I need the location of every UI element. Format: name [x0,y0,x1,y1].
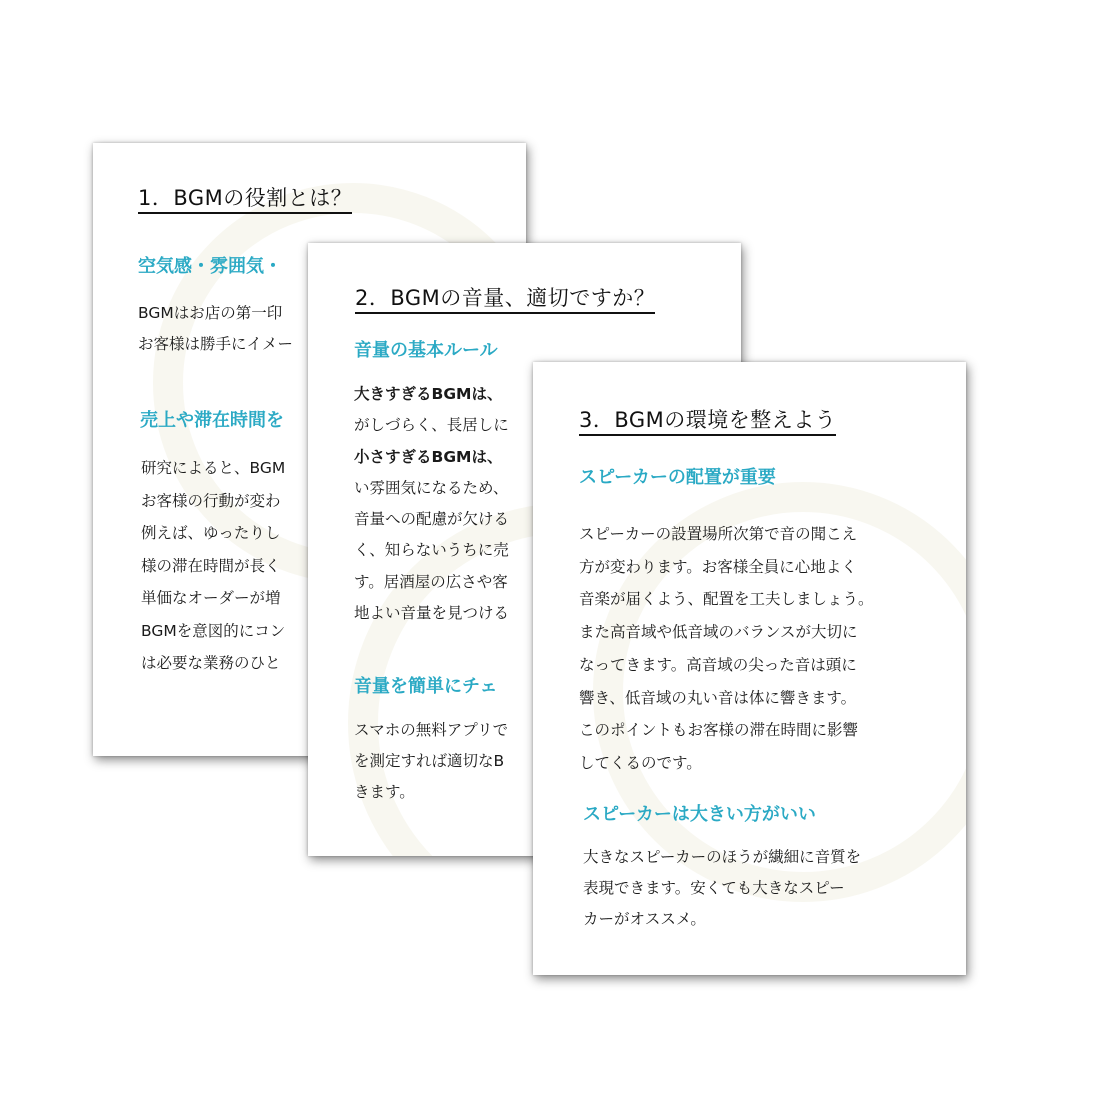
body-line: 大きすぎるBGMは、 [354,385,503,403]
section-body [579,518,874,780]
page-title: 1．BGMの役割とは？ [138,185,352,214]
section-body [583,842,861,935]
page-title: 2．BGMの音量、適切ですか？ [355,285,655,314]
body-line: なってきます。高音域の尖った音は頭に [579,655,857,674]
body-line: を測定すれば適切なB [354,752,505,770]
section-heading: 音量を簡単にチェ [354,676,498,697]
body-line: く、知らないうちに売 [354,541,509,560]
body-line: BGMを意図的にコン [141,621,286,640]
body-line: い雰囲気になるため、 [354,478,509,497]
body-line: 小さすぎるBGMは、 [354,447,503,466]
section-heading: 音量の基本ルール [354,340,498,361]
body-line: 例えば、ゆったりし [141,524,281,542]
body-line: 研究によると、BGM [141,459,286,477]
body-line: は必要な業務のひと [141,654,281,672]
section-heading: 空気感・雰囲気・ [138,256,282,277]
body-line: 単価なオーダーが増 [141,589,281,607]
body-line: お客様の行動が変わ [141,491,281,510]
body-line: スマホの無料アプリで [354,721,509,739]
body-line: 大きなスピーカーのほうが繊細に音質を [583,848,862,866]
body-line: 地よい音量を見つける [354,604,510,623]
section-heading: 売上や滞在時間を [140,410,284,431]
body-line: す。居酒屋の広さや客 [354,572,508,591]
body-line: してくるのです。 [579,753,702,772]
body-line: 方が変わります。お客様全員に心地よく [579,557,857,576]
section-heading: スピーカーは大きい方がいい [583,804,816,825]
body-line: 様の滞在時間が長く [141,556,281,575]
body-line: 音楽が届くよう、配置を工夫しましょう。 [579,590,874,609]
body-line: お客様は勝手にイメー [138,335,293,353]
body-line: きます。 [354,783,415,801]
document-page-3 [533,362,966,975]
body-line: スピーカーの設置場所次第で音の聞こえ [579,525,858,543]
page-title: 3．BGMの環境を整えよう [579,407,836,436]
body-line: 響き、低音域の丸い音は体に響きます。 [579,688,857,707]
body-line: また高音域や低音域のバランスが大切に [579,623,858,642]
body-line: 音量への配慮が欠ける [354,510,510,529]
body-line: がしづらく、長居しに [354,416,509,435]
section-heading: スピーカーの配置が重要 [579,467,776,488]
body-line: カーがオススメ。 [583,910,706,928]
section-body [354,715,508,808]
body-line: 表現できます。安くても大きなスピー [583,879,845,897]
body-line: BGMはお店の第一印 [138,304,283,322]
section-body [354,379,509,629]
section-body [141,452,285,680]
section-body [138,298,293,360]
body-line: このポイントもお客様の滞在時間に影響 [579,721,859,740]
